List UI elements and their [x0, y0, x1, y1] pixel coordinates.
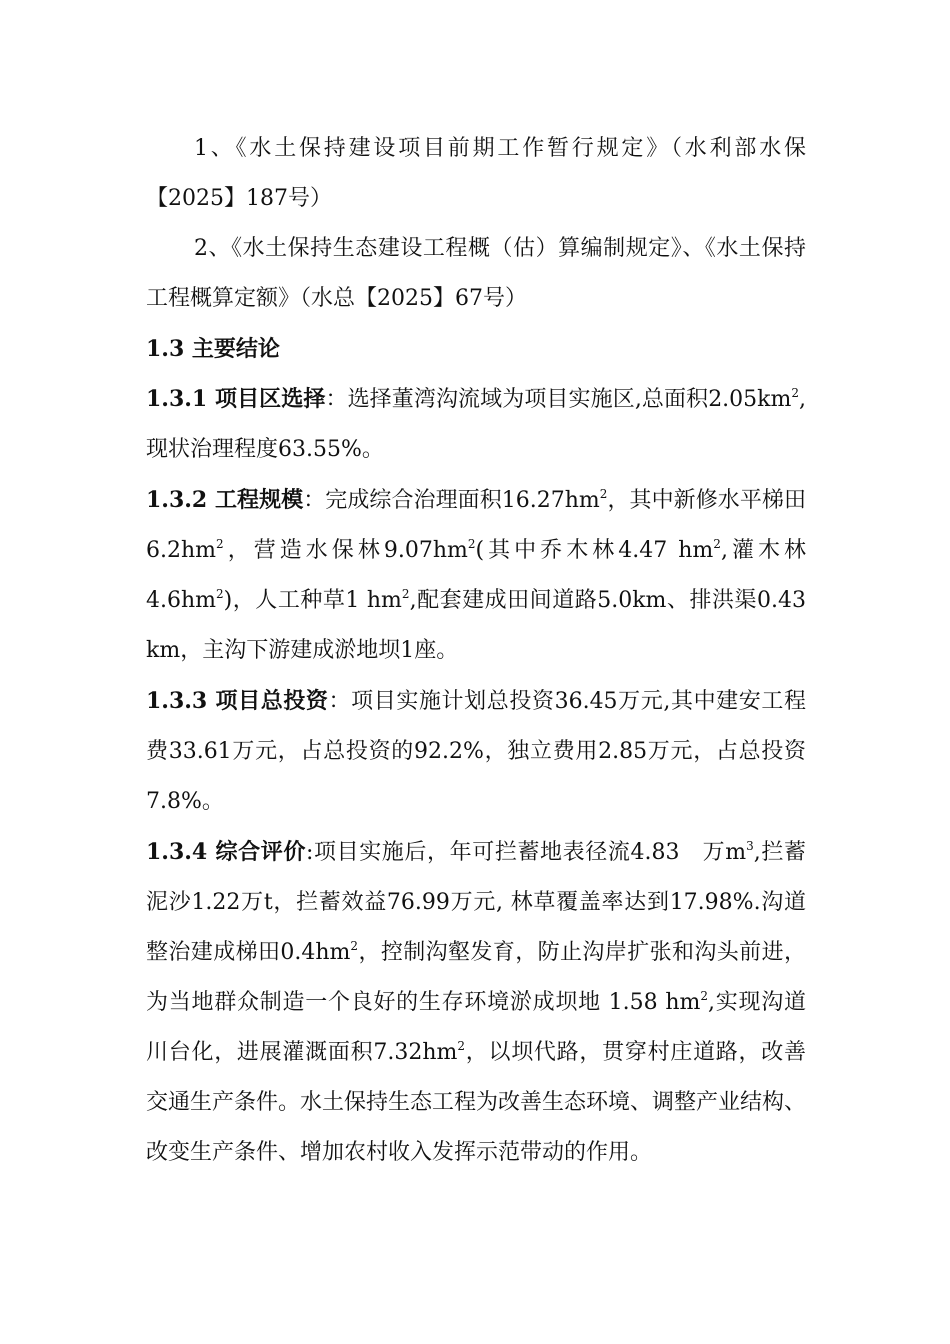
paragraph-1-3-1-text-b: ,现状治理程度63.55%。 — [146, 387, 807, 462]
paragraph-1-3-4-text: :项目实施后，年可拦蓄地表径流4.83 万m — [305, 840, 747, 865]
superscript: 2 — [791, 386, 800, 400]
section-heading — [146, 324, 806, 374]
paragraph-1-3-1-label: 1.3.1 项目区选择 — [146, 386, 326, 412]
reference-item-1-text: 1、《水土保持建设项目前期工作暂行规定》（水利部水保【2025】187号） — [146, 136, 806, 211]
paragraph-1-3-2-text: )，人工种草1 hm — [223, 588, 402, 613]
paragraph-1-3-4-text: ,实现沟道川台化，进展灌溉面积7.32hm — [146, 990, 806, 1065]
paragraph-1-3-4-label: 1.3.4 综合评价 — [146, 839, 306, 865]
paragraph-1-3-2 — [146, 475, 806, 676]
paragraph-1-3-3-label: 1.3.3 项目总投资 — [146, 688, 329, 714]
paragraph-1-3-2-label: 1.3.2 工程规模 — [146, 487, 304, 513]
superscript: 2 — [457, 1039, 465, 1053]
superscript: 2 — [401, 587, 410, 601]
section-heading-text: 1.3 主要结论 — [146, 336, 280, 362]
paragraph-1-3-4-text: ，以坝代路，贯穿村庄道路，改善交通生产条件。水土保持生态工程为改善生态环境、调整产业结构、改变生产条件、增加农村收入发挥示范带动的作用。 — [146, 1040, 807, 1165]
paragraph-1-3-4 — [146, 827, 806, 1178]
paragraph-1-3-3-text: ：项目实施计划总投资36.45万元,其中建安工程费33.61万元，占总投资的92.2%，独立费用2.85万元，占总投资7.8%。 — [146, 689, 806, 814]
superscript: 2 — [713, 537, 721, 551]
paragraph-1-3-2-text: ，其中新修水平梯田6.2hm — [146, 488, 806, 563]
superscript: 2 — [467, 537, 476, 551]
paragraph-1-3-2-text: ,配套建成田间道路5.0km、排洪渠0.43 km，主沟下游建成淤地坝1座。 — [146, 588, 806, 663]
superscript: 3 — [746, 839, 754, 853]
superscript: 2 — [599, 487, 608, 501]
paragraph-1-3-1 — [146, 374, 806, 475]
reference-item-1 — [146, 124, 806, 224]
document-page — [146, 124, 806, 1178]
paragraph-1-3-2-text: ,灌木林4.6hm — [146, 538, 807, 613]
paragraph-1-3-2-text: ，营造水保林9.07hm — [223, 538, 468, 563]
superscript: 2 — [350, 939, 359, 953]
paragraph-1-3-2-text: (其中乔木林4.47 hm — [475, 538, 714, 563]
paragraph-1-3-1-text-a: ：选择董湾沟流域为项目实施区,总面积2.05km — [325, 387, 792, 412]
reference-item-2-text: 2、《水土保持生态建设工程概（估）算编制规定》、《水土保持工程概算定额》（水总【2025】67号） — [146, 236, 806, 311]
superscript: 2 — [700, 989, 709, 1003]
superscript: 2 — [216, 537, 224, 551]
paragraph-1-3-2-text: ：完成综合治理面积16.27hm — [303, 488, 600, 513]
paragraph-1-3-4-text: ,拦蓄泥沙1.22万t，拦蓄效益76.99万元, 林草覆盖率达到17.98%.沟道整治建成梯田0.4hm — [146, 840, 807, 965]
reference-item-2 — [146, 224, 806, 324]
superscript: 2 — [216, 587, 224, 601]
paragraph-1-3-4-text: ，控制沟壑发育，防止沟岸扩张和沟头前进，为当地群众制造一个良好的生存环境淤成坝地 1.58 hm — [146, 940, 806, 1015]
paragraph-1-3-3 — [146, 676, 806, 827]
